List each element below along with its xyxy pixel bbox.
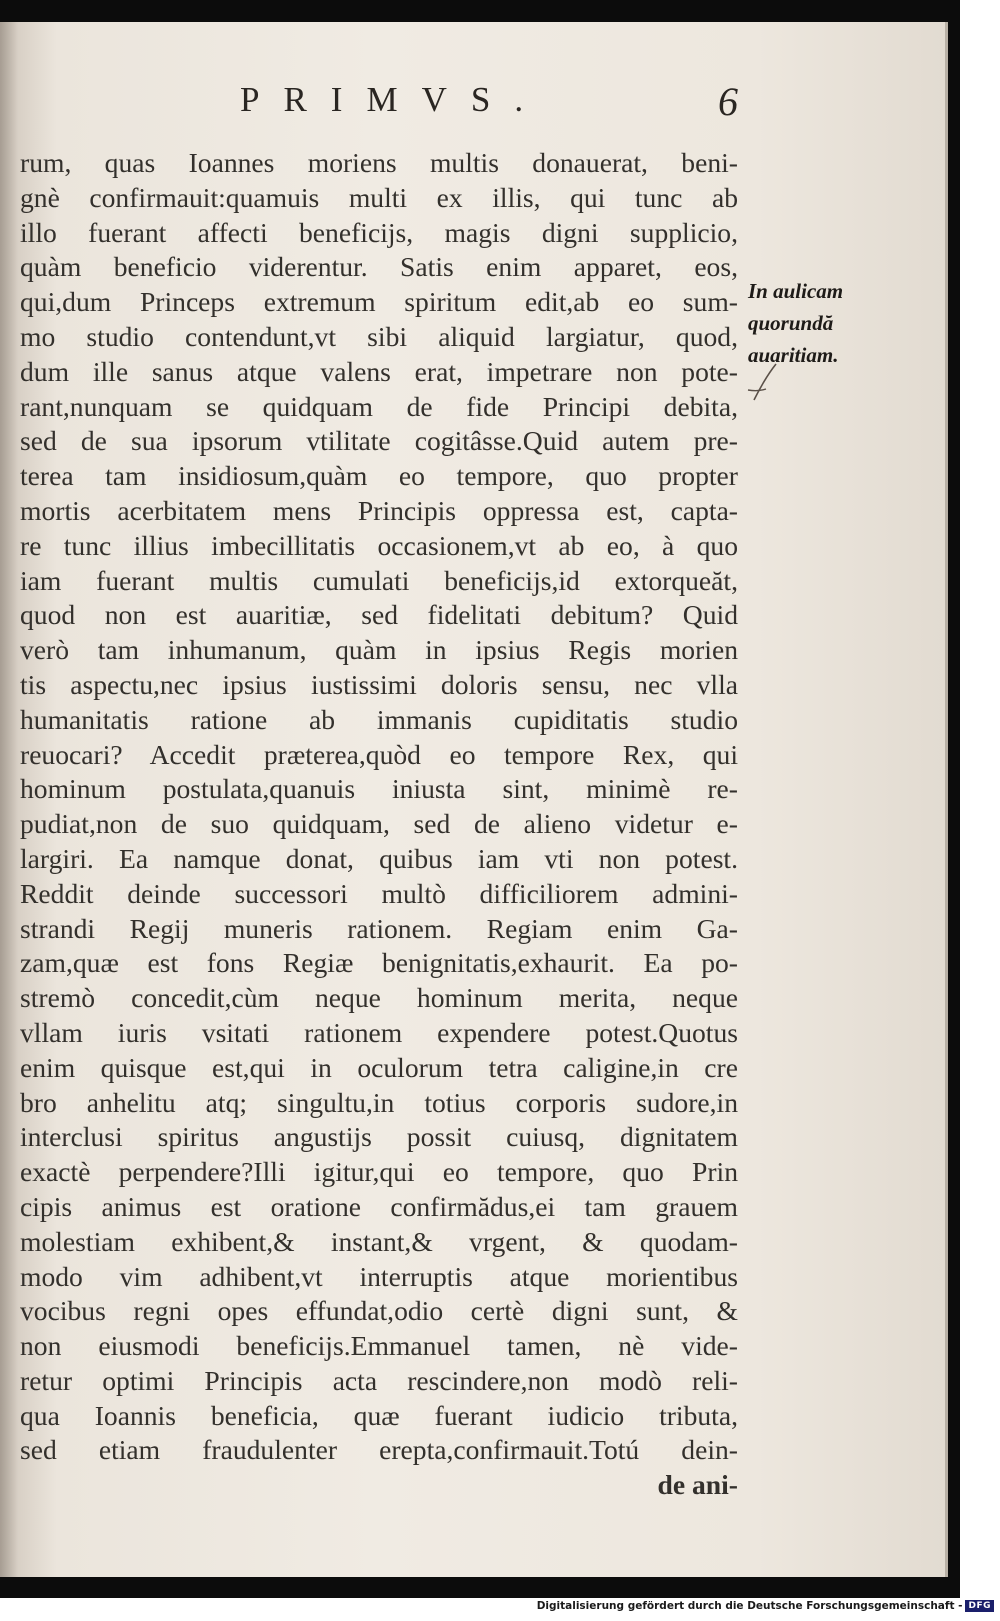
text-line: sed de sua ipsorum vtilitate cogitâsse.Quid autem pre- bbox=[20, 425, 738, 457]
text-line: bro anhelitu atq; singultu,in totius corporis sudore,in bbox=[20, 1086, 738, 1118]
text-line: strandi Regij muneris rationem. Regiam enim Ga- bbox=[20, 912, 738, 944]
text-line: tis aspectu,nec ipsius iustissimi doloris sensu, nec vlla bbox=[20, 668, 738, 700]
text-line: stremò concedit,cùm neque hominum merita, neque bbox=[20, 982, 738, 1014]
text-line: hominum postulata,quanuis iniusta sint, minimè re- bbox=[20, 773, 738, 805]
hand-drawn-mark-icon bbox=[746, 360, 780, 404]
book-page bbox=[0, 22, 948, 1577]
text-line: cipis animus est oratione confirmădus,ei tam grauem bbox=[20, 1190, 738, 1222]
text-line: re tunc illius imbecillitatis occasionem,vt ab eo, à quo bbox=[20, 529, 738, 561]
text-line: reuocari? Accedit præterea,quòd eo tempore Rex, qui bbox=[20, 738, 738, 770]
marginal-note-line: In aulicam bbox=[748, 279, 844, 303]
marginal-note-line: auaritiam. bbox=[748, 343, 839, 367]
text-line: dum ille sanus atque valens erat, impetrare non pote- bbox=[20, 355, 738, 387]
main-text-block bbox=[20, 146, 738, 1503]
text-line: qui,dum Princeps extremum spiritum edit,ab eo sum- bbox=[20, 286, 738, 318]
text-line: largiri. Ea namque donat, quibus iam vti non potest. bbox=[20, 842, 738, 874]
text-line: sed etiam fraudulenter erepta,confirmauit.Totú dein- bbox=[20, 1434, 738, 1466]
text-line: vllam iuris vsitati rationem expendere potest.Quotus bbox=[20, 1016, 738, 1048]
text-line: humanitatis ratione ab immanis cupiditatis studio bbox=[20, 703, 738, 735]
text-line: interclusi spiritus angustijs possit cuiusq, dignitatem bbox=[20, 1121, 738, 1153]
marginal-note-line: quorundă bbox=[748, 311, 834, 335]
text-line: verò tam inhumanum, quàm in ipsius Regis morien bbox=[20, 634, 738, 666]
text-line: non eiusmodi beneficijs.Emmanuel tamen, nè vide- bbox=[20, 1330, 738, 1362]
text-line: molestiam exhibent,& instant,& vrgent, & quodam- bbox=[20, 1225, 738, 1257]
digitization-credit bbox=[537, 1600, 994, 1612]
dfg-logo: DFG bbox=[965, 1600, 994, 1612]
text-line: quàm beneficio viderentur. Satis enim apparet, eos, bbox=[20, 251, 738, 283]
text-line: qua Ioannis beneficia, quæ fuerant iudicio tributa, bbox=[20, 1399, 738, 1431]
credit-text: Digitalisierung gefördert durch die Deutsche Forschungsgemeinschaft - bbox=[536, 1600, 963, 1612]
catchword: de ani- bbox=[657, 1469, 738, 1501]
text-line: mortis acerbitatem mens Principis oppressa est, capta- bbox=[20, 494, 738, 526]
running-head: PRIMVS. bbox=[240, 80, 548, 119]
text-line: quod non est auaritiæ, sed fidelitati debitum? Quid bbox=[20, 599, 738, 631]
text-line: rant,nunquam se quidquam de fide Principi debita, bbox=[20, 390, 738, 422]
text-line: mo studio contendunt,vt sibi aliquid largiatur, quod, bbox=[20, 320, 738, 352]
text-line: Reddit deinde successori multò difficiliorem admini- bbox=[20, 877, 738, 909]
page-number: 6 bbox=[718, 79, 738, 124]
text-line: enim quisque est,qui in oculorum tetra caligine,in cre bbox=[20, 1051, 738, 1083]
marginal-note bbox=[748, 275, 843, 371]
text-line: exactè perpendere?Illi igitur,qui eo tempore, quo Prin bbox=[20, 1156, 738, 1188]
text-line: modo vim adhibent,vt interruptis atque morientibus bbox=[20, 1260, 738, 1292]
text-line: rum, quas Ioannes moriens multis donauerat, beni- bbox=[20, 147, 738, 178]
text-line: iam fuerant multis cumulati beneficijs,id extorqueăt, bbox=[20, 564, 738, 596]
text-line: vocibus regni opes effundat,odio certè digni sunt, & bbox=[20, 1295, 738, 1327]
text-line: gnè confirmauit:quamuis multi ex illis, qui tunc ab bbox=[20, 181, 738, 213]
text-line: illo fuerant affecti beneficijs, magis digni supplicio, bbox=[20, 216, 738, 248]
text-line: retur optimi Principis acta rescindere,non modò reli- bbox=[20, 1364, 738, 1396]
text-line: pudiat,non de suo quidquam, sed de alieno videtur e- bbox=[20, 808, 738, 840]
text-line: zam,quæ est fons Regiæ benignitatis,exhaurit. Ea po- bbox=[20, 947, 738, 979]
text-line: terea tam insidiosum,quàm eo tempore, quo propter bbox=[20, 460, 738, 492]
